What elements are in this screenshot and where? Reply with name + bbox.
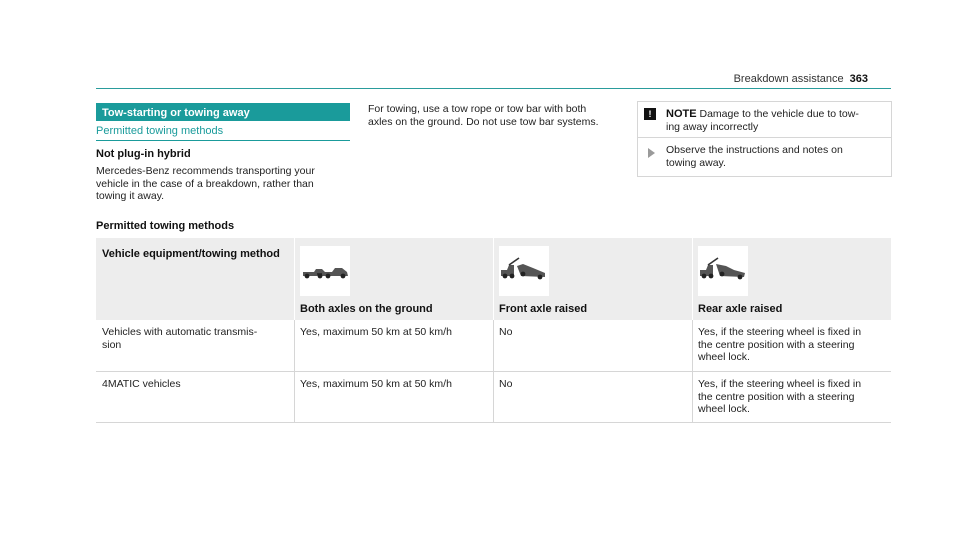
cell-equipment (102, 326, 288, 351)
warning-icon: ! (644, 108, 656, 120)
cell-line: Vehicles with automatic transmis- (102, 326, 258, 338)
column-header-rear-raised: Rear axle raised (698, 303, 783, 315)
note-divider (637, 137, 891, 138)
tow-truck-front-raised-icon (499, 246, 549, 296)
table-title: Permitted towing methods (96, 220, 235, 232)
text-line: Mercedes-Benz recommends transporting your (96, 165, 315, 177)
text-line: axles on the ground. Do not use tow bar systems. (368, 115, 599, 128)
car-both-axles-icon (300, 246, 350, 296)
left-paragraph (96, 165, 356, 203)
note-line: Damage to the vehicle due to tow- (699, 108, 859, 120)
subsection-title: Permitted towing methods (96, 125, 224, 137)
cell-line: wheel lock. (698, 351, 750, 363)
header-divider (294, 238, 295, 320)
tow-truck-rear-raised-icon (698, 246, 748, 296)
cell-line: the centre position with a steering (698, 390, 855, 403)
section-title: Tow-starting or towing away (102, 107, 250, 119)
text-line: vehicle in the case of a breakdown, rather than (96, 177, 314, 190)
instruction-line: Observe the instructions and notes on (666, 144, 843, 156)
cell-line: Yes, if the steering wheel is fixed in (698, 326, 862, 338)
cell-both-axles: Yes, maximum 50 km at 50 km/h (300, 378, 452, 390)
cell-line: Yes, if the steering wheel is fixed in (698, 378, 862, 390)
note-instruction (666, 144, 886, 169)
cell-line: 4MATIC vehicles (102, 378, 181, 390)
cell-rear-raised (698, 378, 888, 416)
cell-front-raised: No (499, 326, 513, 338)
cell-rear-raised (698, 326, 888, 364)
header-rule (96, 88, 891, 89)
note-text (666, 108, 886, 133)
text-line: towing it away. (96, 190, 165, 202)
note-label: NOTE (666, 108, 697, 120)
play-arrow-icon (648, 148, 655, 158)
header-divider (493, 238, 494, 320)
cell-equipment (102, 378, 288, 391)
page-number: 363 (849, 73, 868, 85)
section-title-bar (96, 103, 350, 121)
running-header (734, 73, 868, 85)
middle-paragraph (368, 103, 628, 128)
cell-line: sion (102, 338, 122, 351)
note-line: ing away incorrectly (666, 120, 759, 133)
cell-both-axles: Yes, maximum 50 km at 50 km/h (300, 326, 452, 338)
table-bottom-rule (96, 422, 891, 423)
column-header-front-raised: Front axle raised (499, 303, 588, 315)
cell-line: the centre position with a steering (698, 338, 855, 351)
row-divider (96, 371, 891, 372)
cell-front-raised: No (499, 378, 513, 390)
column-header-both-axles: Both axles on the ground (300, 303, 433, 315)
cell-line: wheel lock. (698, 403, 750, 415)
subsection-rule (96, 140, 350, 141)
section-name: Breakdown assistance (733, 73, 844, 85)
text-line: For towing, use a tow rope or tow bar with both (368, 103, 587, 115)
instruction-line: towing away. (666, 156, 726, 169)
column-header-equipment: Vehicle equipment/towing method (102, 248, 280, 260)
header-divider (692, 238, 693, 320)
heading-not-plugin-hybrid: Not plug-in hybrid (96, 148, 191, 160)
